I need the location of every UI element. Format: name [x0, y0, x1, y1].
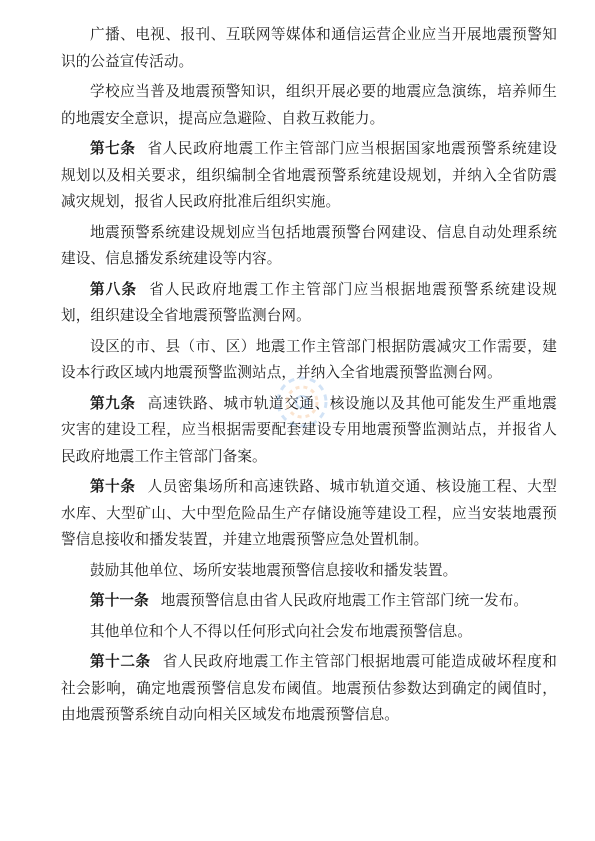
paragraph-text: 地震预警信息由省人民政府地震工作主管部门统一发布。: [160, 592, 529, 609]
paragraph-text: 鼓励其他单位、场所安装地震预警信息接收和播发装置。: [90, 561, 458, 579]
paragraph-1: [61, 22, 557, 75]
article-10: [61, 474, 557, 554]
paragraph-text: 广播、电视、报刊、互联网等媒体和通信运营企业应当开展地震预警知识的公益宣传活动。: [61, 26, 557, 70]
article-number: 第十一条: [90, 592, 149, 609]
article-7: [61, 136, 557, 216]
article-number: 第八条: [90, 280, 138, 298]
article-11: [61, 588, 557, 615]
paragraph-text: 高速铁路、城市轨道交通、核设施以及其他可能发生严重地震灾害的建设工程，应当根据需要配套建设专用地震预警监测站点，并报省人民政府地震工作主管部门备案。: [61, 394, 558, 465]
article-8: [61, 277, 557, 330]
paragraph-11: [61, 619, 557, 646]
paragraph-text: 省人民政府地震工作主管部门根据地震可能造成破坏程度和社会影响，确定地震预警信息发布阈值。地震预估参数达到确定的阈值时，由地震预警系统自动向相关区域发布地震预警信息。: [61, 653, 557, 723]
paragraph-9: [61, 558, 557, 585]
paragraph-text: 设区的市、县（市、区）地震工作主管部门根据防震减灾工作需要，建设本行政区域内地震预警监测站点，并纳入全省地震预警监测台网。: [61, 337, 557, 381]
paragraph-text: 学校应当普及地震预警知识，组织开展必要的地震应急演练，培养师生的地震安全意识，提高应急避险、自救互救能力。: [61, 83, 557, 127]
article-number: 第十二条: [90, 653, 151, 670]
article-number: 第十条: [90, 478, 136, 495]
article-number: 第九条: [90, 394, 136, 412]
paragraph-text: 省人民政府地震工作主管部门应当根据国家地震预警系统建设规划以及相关要求，组织编制全省地震预警系统建设规划，并纳入全省防震减灾规划，报省人民政府批准后组织实施。: [61, 140, 558, 210]
paragraph-text: 人员密集场所和高速铁路、城市轨道交通、核设施工程、大型水库、大型矿山、大中型危险品生产存储设施等建设工程，应当安装地震预警信息接收和播发装置，并建立地震预警应急处置机制。: [61, 478, 558, 548]
paragraph-text: 地震预警系统建设规划应当包括地震预警台网建设、信息自动处理系统建设、信息播发系统建设等内容。: [61, 223, 557, 267]
paragraph-text: 其他单位和个人不得以任何形式向社会发布地震预警信息。: [90, 622, 473, 640]
article-12: [61, 649, 557, 729]
paragraph-6: [61, 334, 557, 387]
document-body: [61, 22, 557, 733]
paragraph-text: 省人民政府地震工作主管部门应当根据地震预警系统建设规划，组织建设全省地震预警监测台网。: [61, 280, 557, 324]
article-number: 第七条: [90, 140, 136, 157]
paragraph-2: [61, 79, 557, 132]
article-9: [61, 391, 557, 471]
paragraph-4: [61, 220, 557, 273]
